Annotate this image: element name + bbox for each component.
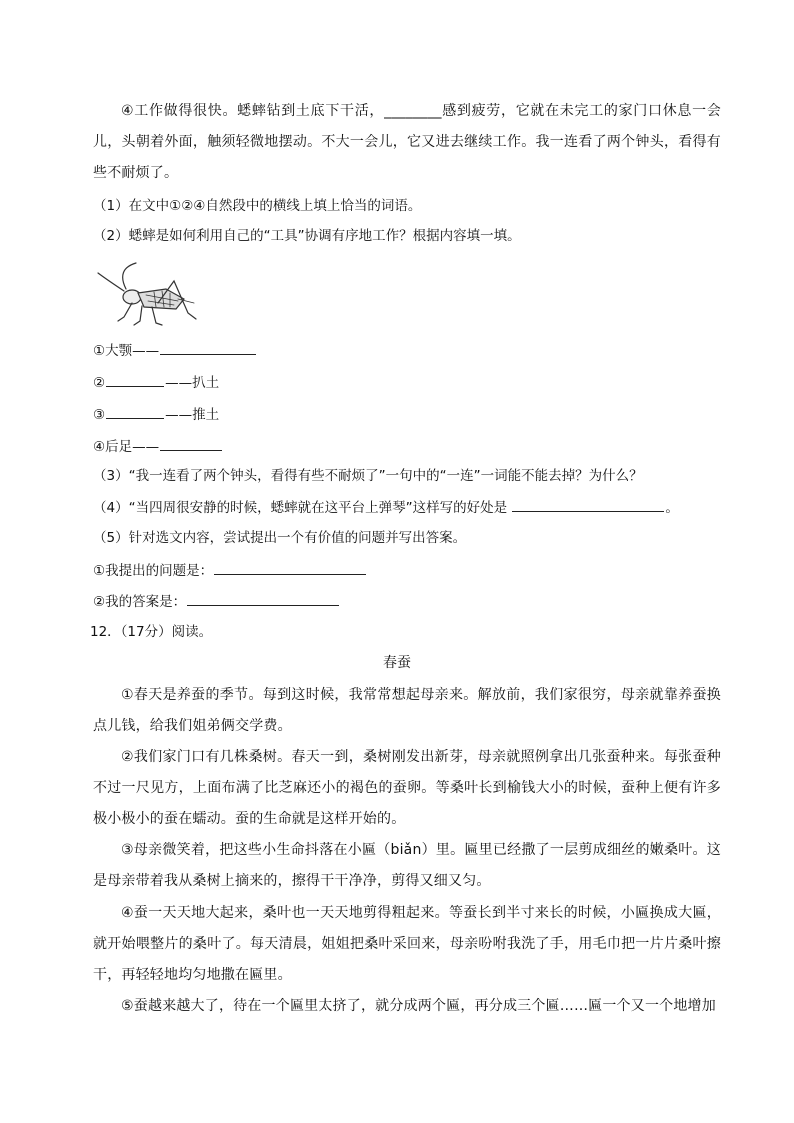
passage2-paragraph-5: ⑤蚕越来越大了，待在一个匾里太挤了，就分成两个匾，再分成三个匾……匾一个又一个地增加	[121, 998, 716, 1014]
passage-paragraph-4: ④工作做得很快。蟋蟀钻到土底下干活，________感到疲劳，它就在未完工的家门口休息一会儿，头朝着外面，触须轻微地摆动。不大一会儿，它又进去继续工作。我一连看了两个钟头，看得有些不耐烦了。	[93, 103, 721, 181]
q5-answer-line: ②我的答案是：	[93, 591, 340, 612]
cricket-illustration	[96, 259, 200, 331]
q5-question-line: ①我提出的问题是：	[93, 560, 367, 581]
question-2: （2）蟋蟀是如何利用自己的“工具”协调有序地工作？根据内容填一填。	[93, 228, 521, 244]
passage2-paragraph-2: ②我们家门口有几株桑树。春天一到，桑树刚发出新芽，母亲就照例拿出几张蚕种来。每张蚕种不过一尺见方，上面布满了比芝麻还小的褐色的蚕卵。等桑叶长到榆钱大小的时候，蚕种上便有许多极小极小的蚕在蠕动。蚕的生命就是这样开始的。	[93, 749, 721, 827]
passage2-paragraph-4: ④蚕一天天地大起来，桑叶也一天天地剪得粗起来。等蚕长到半寸来长的时候，小匾换成大匾，就开始喂整片的桑叶了。每天清晨，姐姐把桑叶采回来，母亲吩咐我洗了手，用毛巾把一片片桑叶擦干，再轻轻地均匀地撒在匾里。	[93, 905, 721, 983]
answer-blank[interactable]	[106, 404, 164, 419]
answer-blank[interactable]	[160, 340, 256, 355]
answer-blank[interactable]	[214, 560, 366, 575]
answer-blank[interactable]	[512, 497, 664, 512]
question-1: （1）在文中①②④自然段中的横线上填上恰当的词语。	[93, 198, 422, 214]
answer-blank[interactable]	[106, 372, 164, 387]
question-5: （5）针对选文内容，尝试提出一个有价值的问题并写出答案。	[93, 530, 467, 546]
passage2-paragraph-3: ③母亲微笑着，把这些小生命抖落在小匾（biǎn）里。匾里已经撒了一层剪成细丝的嫩桑叶。这是母亲带着我从桑树上摘来的，擦得干干净净，剪得又细又匀。	[93, 842, 721, 889]
fill-item-1: ①大颚——	[93, 340, 257, 361]
question-12-header: 12．（17分）阅读。	[90, 624, 213, 640]
question-4: （4）“当四周很安静的时候，蟋蟀就在这平台上弹琴”这样写的好处是 。	[93, 497, 679, 518]
fill-item-3: ③ ——推土	[93, 404, 219, 425]
fill-item-2: ② ——扒土	[93, 372, 219, 393]
passage2-paragraph-1: ①春天是养蚕的季节。每到这时候，我常常想起母亲来。解放前，我们家很穷，母亲就靠养蚕换点儿钱，给我们姐弟俩交学费。	[93, 687, 721, 734]
question-3: （3）“我一连看了两个钟头，看得有些不耐烦了”一句中的“一连”一词能不能去掉？为什么？	[93, 468, 643, 484]
answer-blank[interactable]	[187, 591, 339, 606]
passage-title: 春蚕	[383, 655, 411, 671]
answer-blank[interactable]	[160, 436, 222, 451]
fill-item-4: ④后足——	[93, 436, 223, 457]
